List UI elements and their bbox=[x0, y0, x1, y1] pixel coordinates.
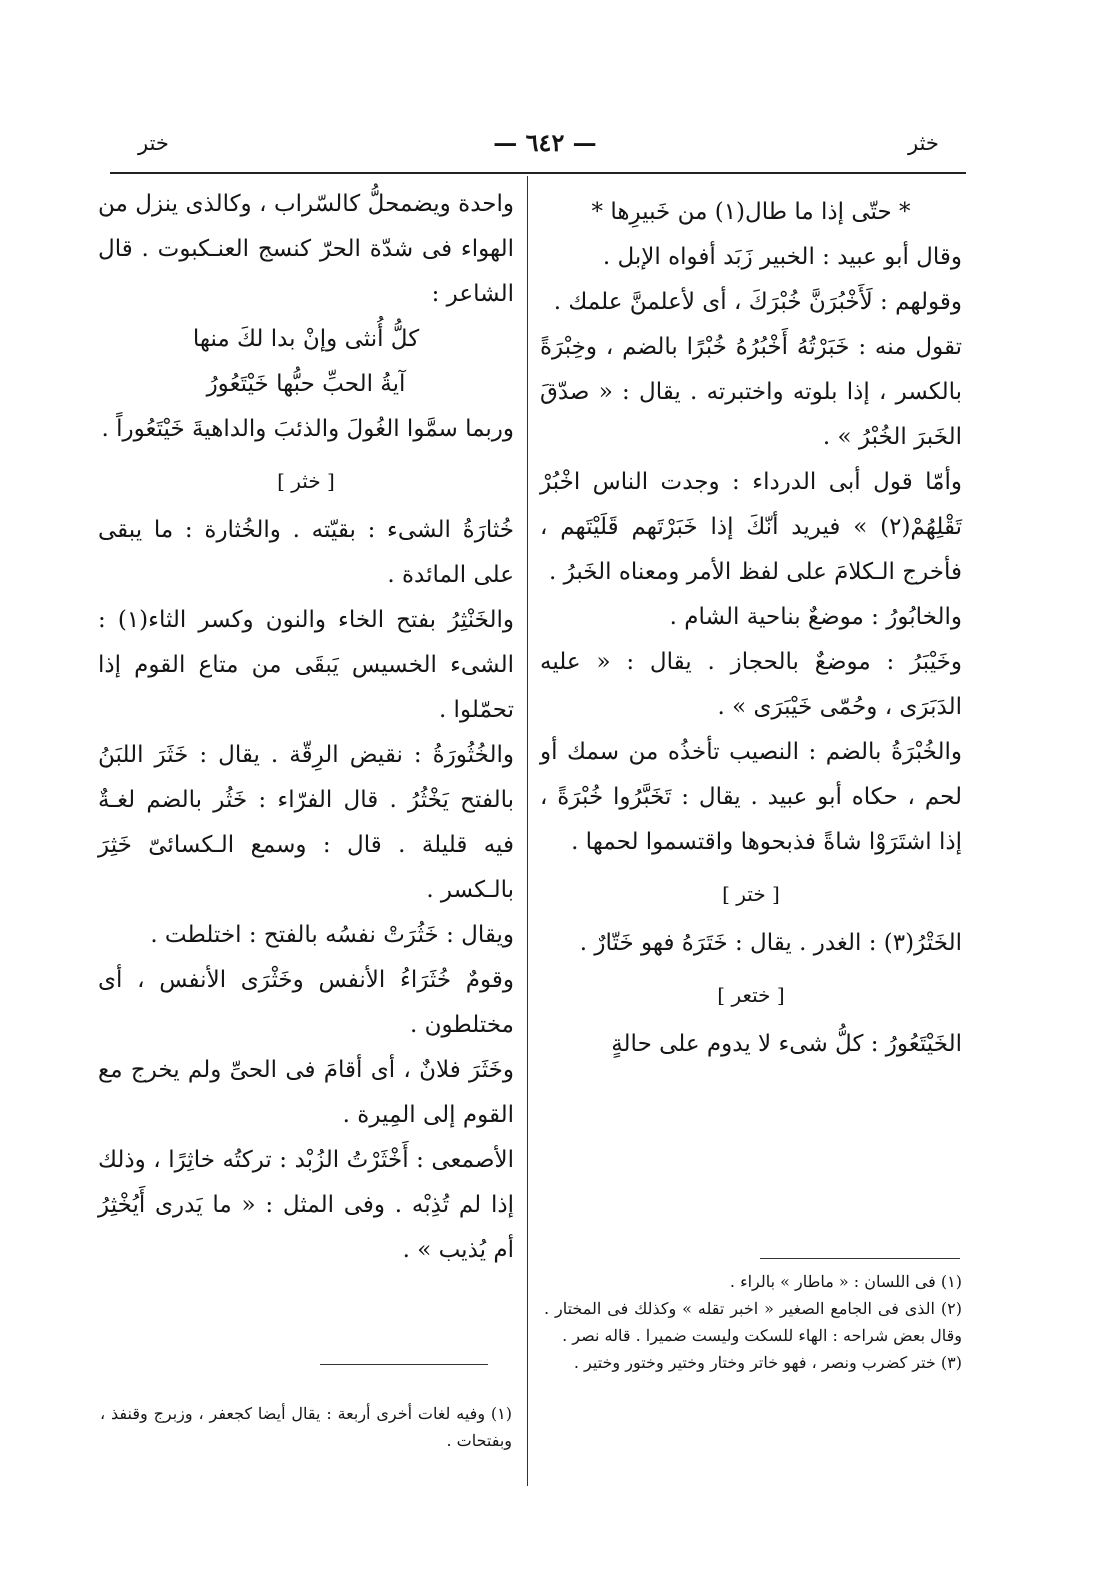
paragraph: خُثارَةُ الشىء : بقيّته . والخُثارة : ما يبقى على المائدة . bbox=[98, 517, 514, 588]
paragraph: ويقال : خَثُرَتْ نفسُه بالفتح : اختلطت . bbox=[150, 922, 514, 948]
verse-line: آيةُ الحبِّ حبُّها خَيْتَعُورُ bbox=[206, 371, 406, 397]
entry-heading: [ ختعر ] bbox=[717, 983, 785, 1007]
footnote-rule bbox=[760, 1258, 960, 1259]
footnote: (١) وفيه لغات أخرى أربعة : يقال أيضا كجعفر ، وزبرج وقنفذ ، وبفتحات . bbox=[100, 1404, 512, 1450]
paragraph: والخُثُورَةُ : نقيض الرِقّة . يقال : خَثَرَ اللبَنُ بالفتح يَخْثُرُ . قال الفرّاء : خَثُر بالضم لغـةٌ فيه قليلة . قال : وسمع الـكسائىّ خَثِرَ بالـكسر . bbox=[98, 742, 514, 903]
paragraph: الخَتْرُ(٣) : الغدر . يقال : خَتَرَهُ فهو خَتّارٌ . bbox=[579, 930, 962, 956]
paragraph: والخَنْثِرُ بفتح الخاء والنون وكسر الثاء(١) : الشىء الخسيس يَبقَى من متاع القوم إذا تحمّلوا . bbox=[98, 607, 514, 723]
paragraph: وقال أبو عبيد : الخبير زَبَد أفواه الإبل . bbox=[602, 244, 962, 270]
page-number: — ٦٤٢ — bbox=[493, 128, 597, 157]
footnotes-right bbox=[544, 1268, 962, 1376]
header-rule bbox=[110, 172, 966, 174]
running-head-right: خثر bbox=[908, 131, 939, 155]
footnote: (١) فى اللسان : « ماطار » بالراء . bbox=[729, 1272, 962, 1291]
footnote: (٢) الذى فى الجامع الصغير « اخبر تقله » وكذلك فى المختار . وقال بعض شراحه : الهاء للسكت وليست ضميرا . قاله نصر . bbox=[544, 1299, 962, 1345]
paragraph: الأصمعى : أَخْثَرْتُ الزُبْد : تركتُه خاثِرًا ، وذلك إذا لم تُذِبْه . وفى المثل : « ما يَدرى أَيُخْثِرُ أم يُذيب » . bbox=[98, 1147, 514, 1263]
paragraph: تقول منه : خَبَرْتُهُ أَخْبُرُهُ خُبْرًا بالضم ، وخِبْرَةً بالكسر ، إذا بلوته واختبرته . يقال : « صدّقَ الخَبرَ الخُبْرُ » . bbox=[540, 334, 962, 450]
footnote: (٣) ختر كضرب ونصر ، فهو خاتر وختار وختير وختور وختير . bbox=[573, 1353, 962, 1372]
entry-heading: [ خثر ] bbox=[277, 469, 335, 493]
paragraph: وخَيْبَرُ : موضعٌ بالحجاز . يقال : « عليه الدَبَرَى ، وحُمّى خَيْبَرَى » . bbox=[540, 649, 962, 720]
paragraph: وقولهم : لَأَخْبُرَنَّ خُبْرَكَ ، أى لأعلمنَّ علمك . bbox=[553, 289, 962, 315]
paragraph: وربما سمَّوا الغُولَ والذئبَ والداهيةَ خَيْتَعُوراً . bbox=[101, 416, 514, 442]
left-column bbox=[98, 182, 514, 1273]
verse-line: * حتّى إذا ما طال(١) من خَبيرِها * bbox=[591, 199, 911, 225]
footnote-rule bbox=[320, 1364, 488, 1365]
paragraph: وأمّا قول أبى الدرداء : وجدت الناس اخْبُرْ تَقْلِهُمْ(٢) » فيريد أنّكَ إذا خَبَرْتَهم قَلَيْتَهم ، فأخرج الـكلامَ على لفظ الأمر ومعناه الخَبرُ . bbox=[540, 469, 962, 585]
running-head-left: ختر bbox=[138, 131, 169, 155]
column-divider bbox=[527, 176, 528, 1486]
entry-heading: [ ختر ] bbox=[722, 882, 780, 906]
footnotes-left bbox=[100, 1400, 512, 1454]
paragraph: والخابُورُ : موضعٌ بناحية الشام . bbox=[669, 604, 962, 630]
verse-line: كلُّ أُنثى وإنْ بدا لكَ منها bbox=[192, 326, 420, 352]
paragraph: والخُبْرَةُ بالضم : النصيب تأخذُه من سمك أو لحم ، حكاه أبو عبيد . يقال : تَخَبَّرُوا خُبْرَةً ، إذا اشتَرَوْا شاةً فذبحوها واقتسموا لحمها . bbox=[540, 739, 962, 855]
paragraph: وقومٌ خُثَرَاءُ الأنفس وخَثْرَى الأنفس ، أى مختلطون . bbox=[98, 967, 514, 1038]
paragraph: واحدة ويضمحلُّ كالسّراب ، وكالذى ينزل من الهواء فى شدّة الحرّ كنسج العنـكبوت . قال الشاعر : bbox=[98, 191, 514, 307]
paragraph: الخَيْتَعُورُ : كلُّ شىء لا يدوم على حالةٍ bbox=[611, 1031, 962, 1057]
paragraph: وخَثَرَ فلانٌ ، أى أقامَ فى الحىِّ ولم يخرج مع القوم إلى المِيرة . bbox=[98, 1057, 514, 1128]
right-column bbox=[540, 190, 962, 1067]
